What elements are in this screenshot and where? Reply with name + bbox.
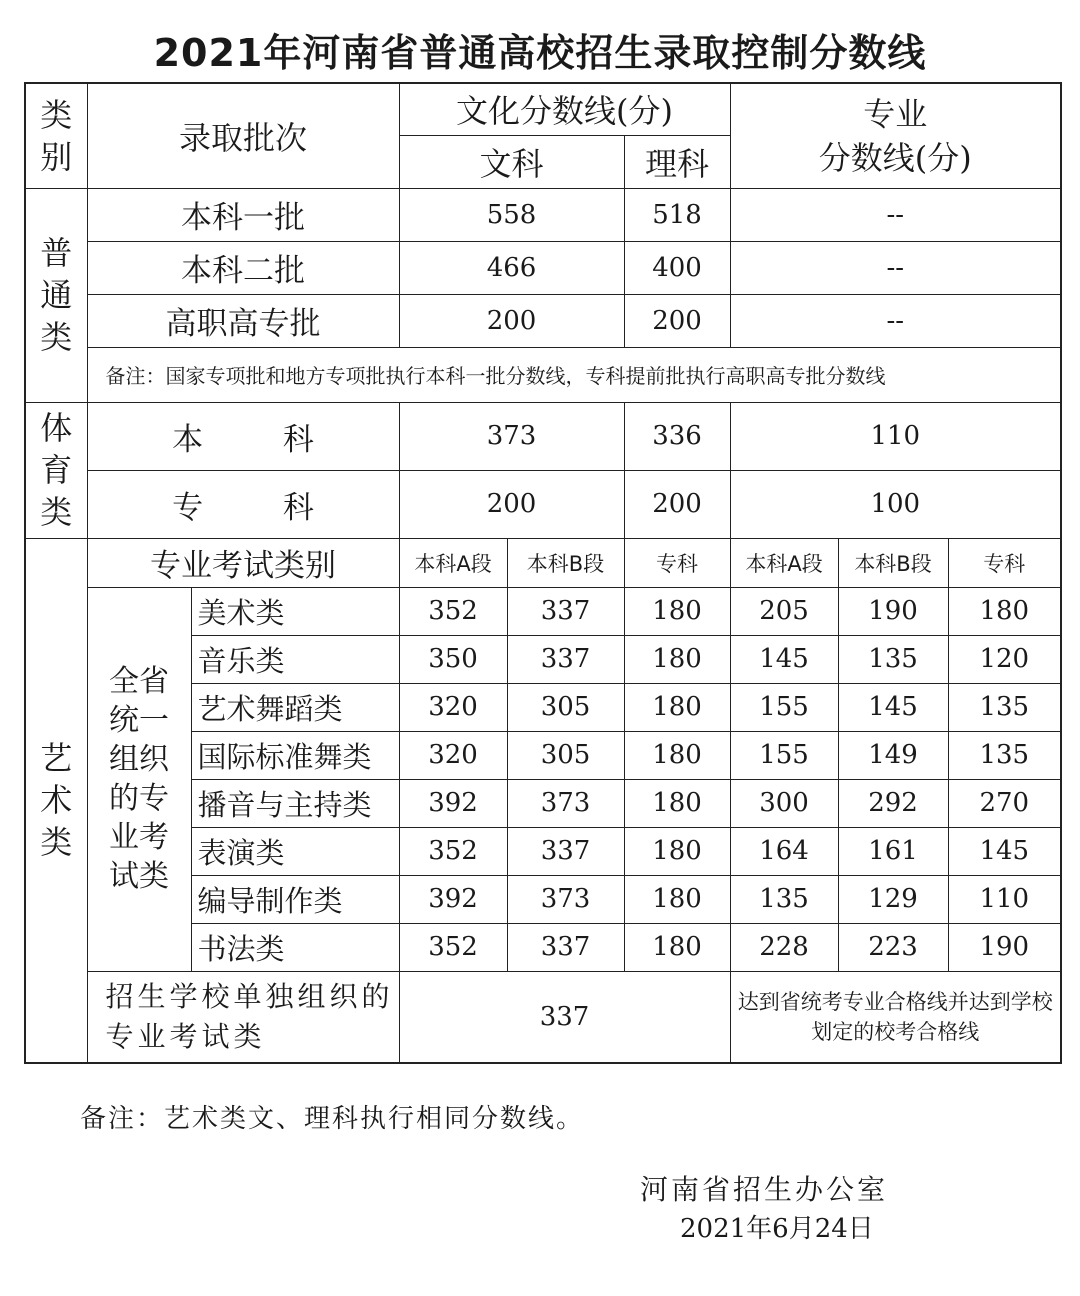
arts-independent-culture: 337 (399, 971, 730, 1063)
art-score: 120 (948, 635, 1061, 683)
score-wen: 466 (399, 241, 624, 294)
art-score: 305 (507, 683, 624, 731)
segment-header: 本科A段 (730, 538, 838, 587)
batch-label: 本科二批 (87, 241, 399, 294)
art-score: 180 (948, 587, 1061, 635)
art-score: 161 (838, 827, 948, 875)
art-name: 编导制作类 (191, 875, 399, 923)
art-score: 352 (399, 923, 507, 971)
header-culture: 文化分数线(分) (399, 83, 730, 135)
score-major: 100 (730, 470, 1061, 538)
art-score: 190 (838, 587, 948, 635)
art-name: 美术类 (191, 587, 399, 635)
art-score: 164 (730, 827, 838, 875)
segment-header: 专科 (948, 538, 1061, 587)
art-score: 392 (399, 875, 507, 923)
score-major: -- (730, 188, 1061, 241)
art-score: 135 (948, 731, 1061, 779)
score-li: 200 (624, 294, 730, 347)
batch-label: 本科一批 (87, 188, 399, 241)
batch-label: 专 科 (87, 470, 399, 538)
art-score: 305 (507, 731, 624, 779)
header-wen: 文科 (399, 135, 624, 188)
score-major: 110 (730, 402, 1061, 470)
art-score: 320 (399, 683, 507, 731)
art-score: 352 (399, 827, 507, 875)
score-wen: 373 (399, 402, 624, 470)
art-score: 180 (624, 683, 730, 731)
category-general: 普通类 (25, 188, 87, 402)
art-score: 373 (507, 875, 624, 923)
art-score: 149 (838, 731, 948, 779)
art-score: 180 (624, 923, 730, 971)
score-wen: 200 (399, 294, 624, 347)
art-score: 292 (838, 779, 948, 827)
art-score: 373 (507, 779, 624, 827)
batch-label: 本 科 (87, 402, 399, 470)
art-score: 155 (730, 683, 838, 731)
art-score: 337 (507, 827, 624, 875)
art-score: 180 (624, 587, 730, 635)
score-li: 400 (624, 241, 730, 294)
art-score: 337 (507, 635, 624, 683)
arts-independent-major: 达到省统考专业合格线并达到学校划定的校考合格线 (730, 971, 1061, 1063)
art-score: 145 (948, 827, 1061, 875)
issuer: 河南省招生办公室 (640, 1173, 889, 1206)
art-name: 音乐类 (191, 635, 399, 683)
issue-date: 2021年6月24日 (680, 1214, 874, 1244)
score-li: 336 (624, 402, 730, 470)
art-score: 352 (399, 587, 507, 635)
art-score: 180 (624, 875, 730, 923)
score-li: 518 (624, 188, 730, 241)
art-score: 145 (730, 635, 838, 683)
art-score: 180 (624, 827, 730, 875)
art-score: 135 (730, 875, 838, 923)
art-score: 155 (730, 731, 838, 779)
art-score: 110 (948, 875, 1061, 923)
header-category: 类别 (25, 83, 87, 188)
general-note: 备注：国家专项批和地方专项批执行本科一批分数线，专科提前批执行高职高专批分数线 (87, 347, 1061, 402)
score-table (24, 82, 1062, 1064)
art-score: 190 (948, 923, 1061, 971)
header-batch: 录取批次 (87, 83, 399, 188)
art-score: 180 (624, 731, 730, 779)
art-score: 223 (838, 923, 948, 971)
art-score: 270 (948, 779, 1061, 827)
art-name: 表演类 (191, 827, 399, 875)
header-li: 理科 (624, 135, 730, 188)
category-arts: 艺术类 (25, 538, 87, 1063)
art-score: 228 (730, 923, 838, 971)
art-score: 337 (507, 587, 624, 635)
art-score: 320 (399, 731, 507, 779)
art-score: 180 (624, 635, 730, 683)
score-li: 200 (624, 470, 730, 538)
arts-independent-label: 招生学校单独组织的专业考试类 (87, 971, 399, 1063)
arts-unified-label: 全省统一组织的专业考试类 (87, 587, 191, 971)
category-sports: 体育类 (25, 402, 87, 538)
segment-header: 本科A段 (399, 538, 507, 587)
art-score: 180 (624, 779, 730, 827)
art-score: 145 (838, 683, 948, 731)
art-score: 337 (507, 923, 624, 971)
art-name: 播音与主持类 (191, 779, 399, 827)
art-score: 392 (399, 779, 507, 827)
art-score: 135 (948, 683, 1061, 731)
score-wen: 558 (399, 188, 624, 241)
header-major: 专业 分数线(分) (730, 83, 1061, 188)
segment-header: 本科B段 (507, 538, 624, 587)
segment-header: 本科B段 (838, 538, 948, 587)
batch-label: 高职高专批 (87, 294, 399, 347)
art-name: 书法类 (191, 923, 399, 971)
score-wen: 200 (399, 470, 624, 538)
score-major: -- (730, 241, 1061, 294)
score-major: -- (730, 294, 1061, 347)
art-score: 135 (838, 635, 948, 683)
art-score: 300 (730, 779, 838, 827)
art-score: 205 (730, 587, 838, 635)
art-name: 艺术舞蹈类 (191, 683, 399, 731)
page-title: 2021年河南省普通高校招生录取控制分数线 (153, 31, 927, 75)
art-score: 350 (399, 635, 507, 683)
arts-exam-type-header: 专业考试类别 (87, 538, 399, 587)
footnote: 备注：艺术类文、理科执行相同分数线。 (80, 1104, 585, 1134)
segment-header: 专科 (624, 538, 730, 587)
art-score: 129 (838, 875, 948, 923)
art-name: 国际标准舞类 (191, 731, 399, 779)
